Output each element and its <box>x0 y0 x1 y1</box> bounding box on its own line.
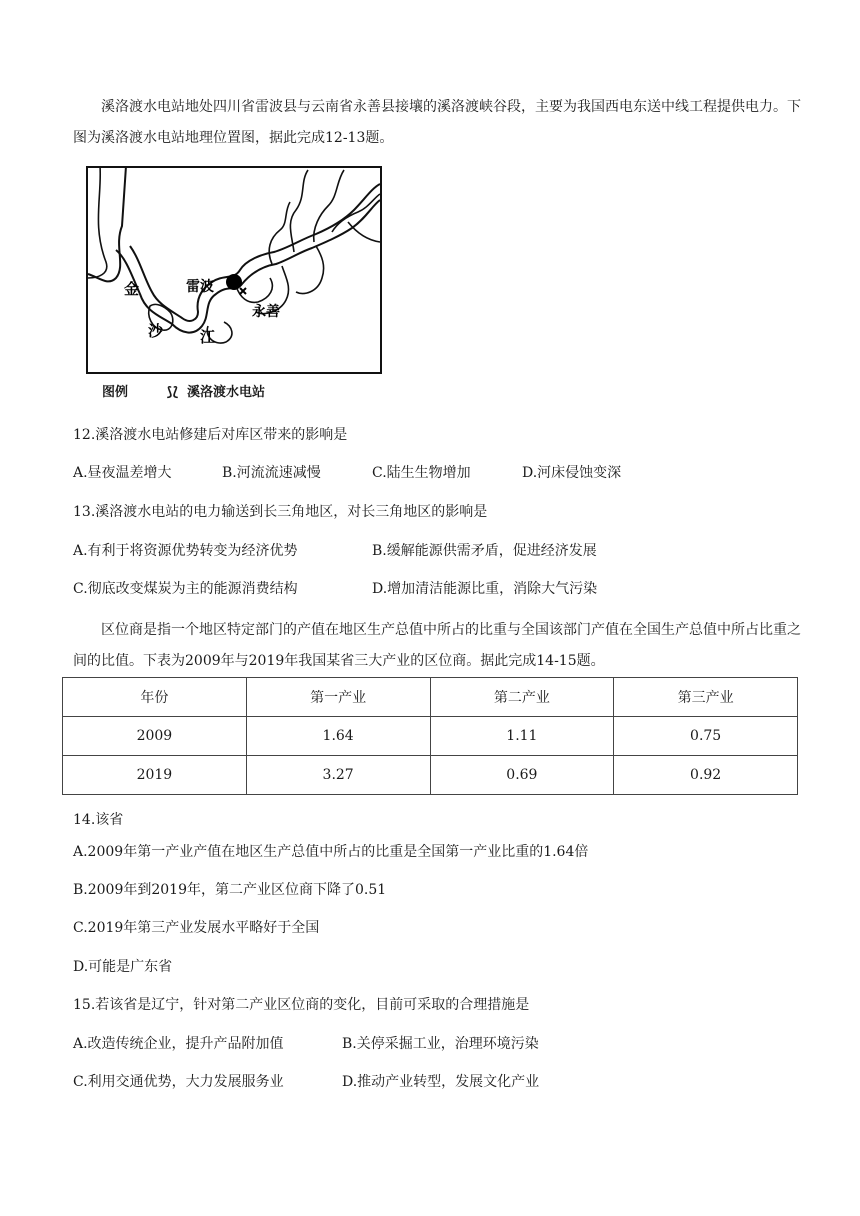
q13-option-b: B.缓解能源供需矛盾，促进经济发展 <box>372 543 597 559</box>
q12-option-c: C.陆生生物增加 <box>372 465 471 481</box>
intro-text-1: 溪洛渡水电站地处四川省雷波县与云南省永善县接壤的溪洛渡峡谷段，主要为我国西电东送中线工程提供电力。下图为溪洛渡水电站地理位置图，据此完成12-13题。 <box>73 99 801 146</box>
map-label-jiang: 江 <box>200 328 216 346</box>
map-label-jin: 金 <box>124 280 140 298</box>
table-header-year: 年份 <box>63 678 247 717</box>
q12-stem: 12.溪洛渡水电站修建后对库区带来的影响是 <box>73 427 348 443</box>
table-row <box>63 717 798 756</box>
table-cell: 1.11 <box>430 717 614 756</box>
table-cell: 0.75 <box>614 717 798 756</box>
q13-stem: 13.溪洛渡水电站的电力输送到长三角地区，对长三角地区的影响是 <box>73 504 488 520</box>
table-header-row <box>63 678 798 717</box>
q13-option-c: C.彻底改变煤炭为主的能源消费结构 <box>73 581 298 597</box>
map-legend <box>102 381 265 400</box>
table-header-tertiary: 第三产业 <box>614 678 798 717</box>
q12-option-d: D.河床侵蚀变深 <box>522 465 622 481</box>
table-row <box>63 756 798 795</box>
table-cell: 2019 <box>63 756 247 795</box>
q15-option-c: C.利用交通优势，大力发展服务业 <box>73 1074 284 1090</box>
map-svg <box>86 166 382 374</box>
q15-option-a: A.改造传统企业，提升产品附加值 <box>73 1036 284 1052</box>
q15-option-d: D.推动产业转型，发展文化产业 <box>342 1074 540 1090</box>
intro-paragraph-1 <box>73 92 803 154</box>
q14-option-d: D.可能是广东省 <box>73 959 173 975</box>
q15-option-b: B.关停采掘工业，治理环境污染 <box>342 1036 539 1052</box>
map-label-sha: 沙 <box>148 322 164 340</box>
q14-option-b: B.2009年到2019年，第二产业区位商下降了0.51 <box>73 882 387 898</box>
table-cell: 2009 <box>63 717 247 756</box>
q14-option-a: A.2009年第一产业产值在地区生产总值中所占的比重是全国第一产业比重的1.64倍 <box>73 844 589 860</box>
q12-option-a: A.昼夜温差增大 <box>73 465 172 481</box>
q13-option-d: D.增加清洁能源比重，消除大气污染 <box>372 581 598 597</box>
table-cell: 3.27 <box>246 756 430 795</box>
table-cell: 0.92 <box>614 756 798 795</box>
table-cell: 1.64 <box>246 717 430 756</box>
legend-title: 图例 <box>102 385 129 400</box>
q15-stem: 15.若该省是辽宁，针对第二产业区位商的变化，目前可采取的合理措施是 <box>73 997 530 1013</box>
map-label-leibo: 雷波 <box>186 279 214 295</box>
intro-text-2: 区位商是指一个地区特定部门的产值在地区生产总值中所占的比重与全国该部门产值在全国生产总值中所占比重之间的比值。下表为2009年与2019年我国某省三大产业的区位商。据此完成14-15题。 <box>73 622 801 669</box>
location-map <box>86 166 382 374</box>
table-cell: 0.69 <box>430 756 614 795</box>
table-header-primary: 第一产业 <box>246 678 430 717</box>
legend-text: 溪洛渡水电站 <box>186 385 265 400</box>
q14-option-c: C.2019年第三产业发展水平略好于全国 <box>73 920 320 936</box>
q14-stem: 14.该省 <box>73 812 124 828</box>
table-header-secondary: 第二产业 <box>430 678 614 717</box>
location-quotient-table <box>62 677 798 795</box>
map-label-yongshan: 永善 <box>252 304 280 320</box>
legend-dam-icon: ⟆⟅ <box>166 385 179 400</box>
intro-paragraph-2 <box>73 615 803 677</box>
q13-option-a: A.有利于将资源优势转变为经济优势 <box>73 543 298 559</box>
q12-option-b: B.河流流速减慢 <box>222 465 321 481</box>
